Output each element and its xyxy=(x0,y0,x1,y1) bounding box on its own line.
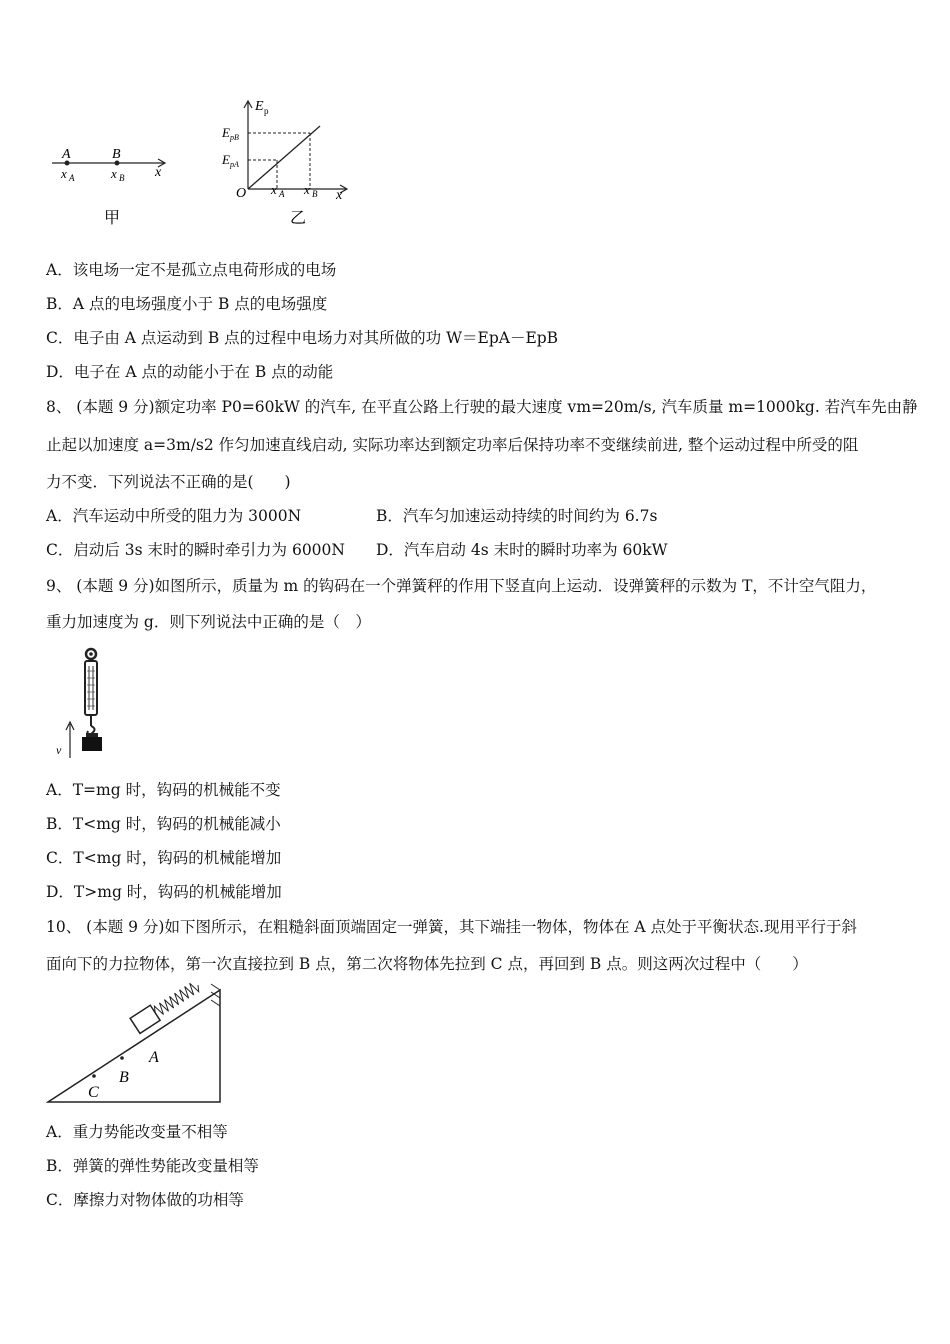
xa-label-sub: A xyxy=(279,189,285,199)
y-label: E xyxy=(255,99,264,114)
q8-stem-line1: 8、 (本题 9 分)额定功率 P0=60kW 的汽车, 在平直公路上行驶的最大速度 vm=20m/s, 汽车质量 m=1000kg. 若汽车先由静 xyxy=(46,398,918,416)
ep-line xyxy=(248,126,320,189)
label-xa: x xyxy=(61,166,67,181)
epb-label: E xyxy=(222,125,230,140)
figure-jia xyxy=(48,140,178,235)
q7-option-b: B．A 点的电场强度小于 B 点的电场强度 xyxy=(46,295,328,313)
xb-label-sub: B xyxy=(312,189,318,199)
axis-label-x: x xyxy=(155,165,162,180)
q10-stem-line1: 10、 (本题 9 分)如下图所示，在粗糙斜面顶端固定一弹簧，其下端挂一物体，物体在 A 点处于平衡状态.现用平行于斜 xyxy=(46,918,857,936)
q9-option-a: A．T=mg 时，钩码的机械能不变 xyxy=(46,781,281,799)
label-b: B xyxy=(112,147,121,162)
q8-stem-line3: 力不变．下列说法不正确的是( ) xyxy=(46,473,291,491)
block xyxy=(130,1005,160,1033)
origin-label: O xyxy=(236,186,247,201)
hook-weight xyxy=(82,737,102,751)
q8-option-b: B．汽车匀加速运动持续的时间约为 6.7s xyxy=(376,507,658,525)
q10-option-c: C．摩擦力对物体做的功相等 xyxy=(46,1191,244,1209)
q9-option-c: C．T<mg 时，钩码的机械能增加 xyxy=(46,849,282,867)
label-b: B xyxy=(119,1069,129,1086)
x-axis-label: x xyxy=(336,188,343,203)
q9-option-d: D．T>mg 时，钩码的机械能增加 xyxy=(46,883,282,901)
q9-option-b: B．T<mg 时，钩码的机械能减小 xyxy=(46,815,281,833)
q8-option-a: A．汽车运动中所受的阻力为 3000N xyxy=(46,507,302,525)
q10-option-a: A．重力势能改变量不相等 xyxy=(46,1123,228,1141)
q8-option-c: C．启动后 3s 末时的瞬时牵引力为 6000N xyxy=(46,541,345,559)
caption-jia: 甲 xyxy=(104,210,121,227)
epa-label-sub: pA xyxy=(230,160,239,169)
y-label-sub: p xyxy=(264,106,269,116)
figure-yi xyxy=(218,96,358,232)
point-c xyxy=(92,1074,96,1078)
q9-stem-line2: 重力加速度为 g．则下列说法中正确的是（ ） xyxy=(46,613,371,631)
label-xa-sub: A xyxy=(69,173,75,183)
q8-option-d: D．汽车启动 4s 末时的瞬时功率为 60kW xyxy=(376,541,668,559)
label-a: A xyxy=(62,147,71,162)
epa-label: E xyxy=(222,152,230,167)
q7-option-a: A．该电场一定不是孤立点电荷形成的电场 xyxy=(46,261,337,279)
figure-incline xyxy=(46,982,226,1107)
q7-option-c: C．电子由 A 点运动到 B 点的过程中电场力对其所做的功 W＝EpA－EpB xyxy=(46,329,559,347)
xb-label: x xyxy=(304,182,310,197)
xa-label: x xyxy=(271,182,277,197)
caption-yi: 乙 xyxy=(290,210,307,227)
label-xb: x xyxy=(111,166,117,181)
q10-stem-line2: 面向下的力拉物体，第一次直接拉到 B 点，第二次将物体先拉到 C 点，再回到 B 点。则这两次过程中（ ） xyxy=(46,955,808,973)
label-a: A xyxy=(149,1049,159,1066)
q9-stem-line1: 9、 (本题 9 分)如图所示，质量为 m 的钩码在一个弹簧秤的作用下竖直向上运动．设弹簧秤的示数为 T，不计空气阻力， xyxy=(46,577,877,595)
epb-label-sub: pB xyxy=(230,133,239,142)
incline-triangle xyxy=(48,990,220,1102)
velocity-label: v xyxy=(56,743,62,757)
q7-option-d: D．电子在 A 点的动能小于在 B 点的动能 xyxy=(46,363,334,381)
point-b xyxy=(120,1056,124,1060)
figure-spring-scale xyxy=(52,646,122,766)
spring-icon xyxy=(152,982,201,1018)
q8-stem-line2: 止起以加速度 a=3m/s2 作匀加速直线启动, 实际功率达到额定功率后保持功率不变继续前进, 整个运动过程中所受的阻 xyxy=(46,436,859,454)
label-xb-sub: B xyxy=(119,173,125,183)
scale-body xyxy=(85,661,97,715)
q10-option-b: B．弹簧的弹性势能改变量相等 xyxy=(46,1157,259,1175)
label-c: C xyxy=(88,1084,99,1101)
